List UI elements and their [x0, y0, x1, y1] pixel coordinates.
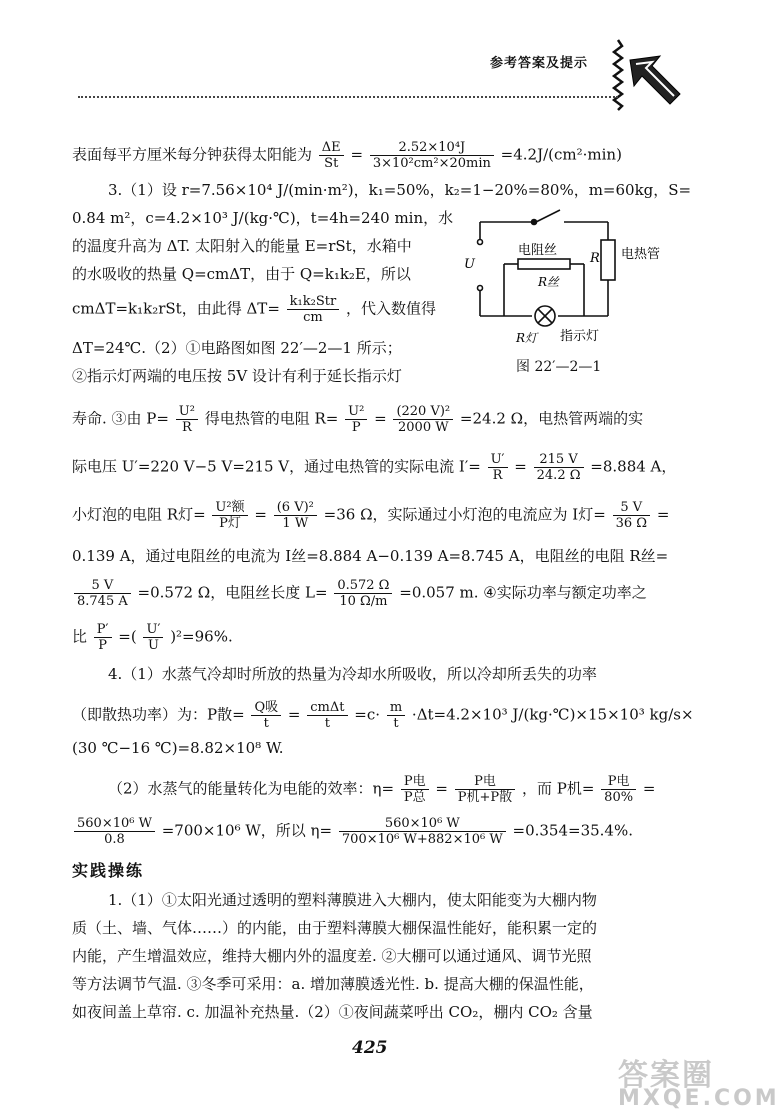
p3-line-5: $\frac{\text{560×10⁶ W}}{0.8}$ =700×10⁶ W，所以 η= $\frac{\text{560×10⁶ W}}{\text{700×10⁶ W+882×10⁶ W}}$ =0.354=35.4%.	[72, 816, 633, 847]
p3-line-3: (30 ℃−16 ℃)=8.82×10⁸ W.	[72, 739, 284, 757]
arrow-up-left-icon	[626, 52, 686, 112]
label-resistance-wire: 电阻丝	[518, 243, 558, 258]
fraction: $\frac{\text{U²}}{P}$	[345, 404, 367, 435]
fraction: $\frac{\text{2.52×10⁴J}}{\text{3×10²cm²×20min}}$	[370, 140, 494, 171]
section-line-1: 1.（1）①太阳光通过透明的塑料薄膜进入大棚内，使太阳能变为大棚内物	[108, 891, 597, 909]
fraction: $\frac{P'}{P}$	[94, 622, 112, 653]
fraction: $\frac{5 V}{8.745 A}$	[74, 578, 131, 609]
section-title: 实践操练	[72, 861, 145, 880]
watermark-logo: 答案圈 MXQE.COM	[618, 1058, 780, 1111]
label-heater: 电热管	[621, 247, 661, 262]
fraction: $\frac{\text{cmΔt}}{t}$	[307, 700, 347, 731]
zigzag-divider-icon	[610, 40, 626, 110]
fraction: $\frac{\text{Q吸}}{t}$	[251, 700, 281, 731]
fraction: $\frac{\text{k₁k₂Str}}{cm}$	[287, 294, 340, 325]
fraction: $\frac{\text{P电}}{80\%}$	[601, 774, 636, 805]
fraction: $\frac{\text{560×10⁶ W}}{0.8}$	[74, 816, 155, 847]
header-title: 参考答案及提示	[490, 56, 589, 71]
label-u: U	[464, 257, 475, 272]
section-line-4: 等方法调节气温. ③冬季可采用：a. 增加薄膜透光性. b. 提高大棚的保温性能，	[72, 975, 594, 993]
fraction: $\frac{\text{U²额}}{\text{P灯}}$	[212, 500, 247, 531]
section-line-5: 如夜间盖上草帘. c. 加温补充热量.（2）①夜间蔬菜呼出 CO₂，棚内 CO₂ 含量	[72, 1003, 593, 1021]
p3-line-2: （即散热功率）为：P散= $\frac{\text{Q吸}}{t}$ = $\frac{\text{cmΔt}}{t}$ =c· $\frac{m}{t}$ ·Δt=4.2×10³ J/(kg·℃)×15×10³ kg/s×	[72, 700, 694, 731]
fraction: $\frac{\text{560×10⁶ W}}{\text{700×10⁶ W+882×10⁶ W}}$	[339, 816, 506, 847]
p2-line-12: $\frac{5 V}{8.745 A}$ =0.572 Ω，电阻丝长度 L= $\frac{0.572 \Omega}{10 \Omega/m}$ =0.057 m. ④实际功率与额定功率之	[72, 578, 647, 609]
label-r: R	[590, 251, 600, 266]
fraction: $\frac{\text{P电}}{\text{P总}}$	[401, 774, 429, 805]
fraction: $\frac{\Delta E}{St}$	[319, 140, 344, 171]
p2-line-11: 0.139 A，通过电阻丝的电流为 I丝=8.884 A−0.139 A=8.745 A，电阻丝的电阻 R丝=	[72, 547, 669, 565]
p2-line-3: 的温度升高为 ΔT. 太阳射入的能量 E=rSt，水箱中	[72, 237, 412, 255]
fraction: $\frac{5 V}{36 \Omega}$	[613, 500, 650, 531]
fraction: $\frac{\text{U²}}{R}$	[176, 404, 198, 435]
fraction: $\frac{0.572 \Omega}{10 \Omega/m}$	[334, 578, 392, 609]
p2-line-10: 小灯泡的电阻 R灯= $\frac{\text{U²额}}{\text{P灯}}$ = $\frac{\text{(6 V)²}}{1 W}$ =36 Ω，实际通过小灯泡的电流应为 I灯= $\frac{5 V}{36 \Omega}$ =	[72, 500, 670, 531]
circuit-diagram	[460, 200, 690, 350]
p2-line-7: ②指示灯两端的电压按 5V 设计有利于延长指示灯	[72, 367, 402, 385]
label-indicator-lamp: 指示灯	[560, 329, 600, 344]
p2-line-9: 际电压 U′=220 V−5 V=215 V，通过电热管的实际电流 I′= $\frac{U'}{R}$ = $\frac{215 V}{24.2 \Omega}$ =8.884 A，	[72, 452, 677, 483]
fraction: $\frac{U'}{R}$	[488, 452, 508, 483]
fraction: $\frac{215 V}{24.2 \Omega}$	[534, 452, 584, 483]
p2-line-1: 3.（1）设 r=7.56×10⁴ J/(min·m²)，k₁=50%，k₂=1−20%=80%，m=60kg，S=	[108, 181, 692, 199]
p3-line-1: 4.（1）水蒸气冷却时所放的热量为冷却水所吸收，所以冷却所丢失的功率	[108, 665, 597, 683]
section-line-2: 质（土、墙、气体……）的内能，由于塑料薄膜大棚保温性能好，能积累一定的	[72, 919, 598, 937]
p1-line: 表面每平方厘米每分钟获得太阳能为 $\frac{\Delta E}{St}$ = $\frac{\text{2.52×10⁴J}}{\text{3×10²cm²×20min}}$ =4.2J/(cm²·min)	[72, 140, 622, 171]
p2-line-4: 的水吸收的热量 Q=cmΔT，由于 Q=k₁k₂E，所以	[72, 265, 411, 283]
p3-line-4: （2）水蒸气的能量转化为电能的效率：η= $\frac{\text{P电}}{\text{P总}}$ = $\frac{\text{P电}}{\text{P机+P散}}$ ，而 P机= $\frac{\text{P电}}{80\%}$ =	[108, 774, 656, 805]
p2-line-2: 0.84 m²，c=4.2×10³ J/(kg·℃)，t=4h=240 min，水	[72, 209, 454, 227]
section-line-3: 内能，产生增温效应，维持大棚内外的温度差. ②大棚可以通过通风、调节光照	[72, 947, 592, 965]
p2-line-8: 寿命. ③由 P= $\frac{\text{U²}}{R}$ 得电热管的电阻 R= $\frac{\text{U²}}{P}$ = $\frac{\text{(220 V)²}}{2000 W}$ =24.2 Ω，电热管两端的实	[72, 404, 644, 435]
p2-line-13: 比 $\frac{P'}{P}$ =( $\frac{U'}{U}$ )²=96%.	[72, 622, 233, 653]
figure-caption: 图 22′—2—1	[516, 359, 602, 375]
fraction: $\frac{\text{(220 V)²}}{2000 W}$	[393, 404, 453, 435]
p2-line-6: ΔT=24℃.（2）①电路图如图 22′—2—1 所示；	[72, 339, 402, 357]
label-r-lamp: R灯	[516, 331, 538, 345]
page-number: 425	[352, 1038, 388, 1058]
fraction: $\frac{U'}{U}$	[143, 622, 163, 653]
label-r-wire: R丝	[538, 275, 560, 289]
header-rule	[78, 96, 618, 98]
fraction: $\frac{\text{P电}}{\text{P机+P散}}$	[455, 774, 515, 805]
p2-line-5: cmΔT=k₁k₂rSt，由此得 ΔT= $\frac{\text{k₁k₂Str}}{cm}$ ，代入数值得	[72, 294, 436, 325]
fraction: $\frac{\text{(6 V)²}}{1 W}$	[274, 500, 317, 531]
fraction: $\frac{m}{t}$	[387, 700, 405, 731]
